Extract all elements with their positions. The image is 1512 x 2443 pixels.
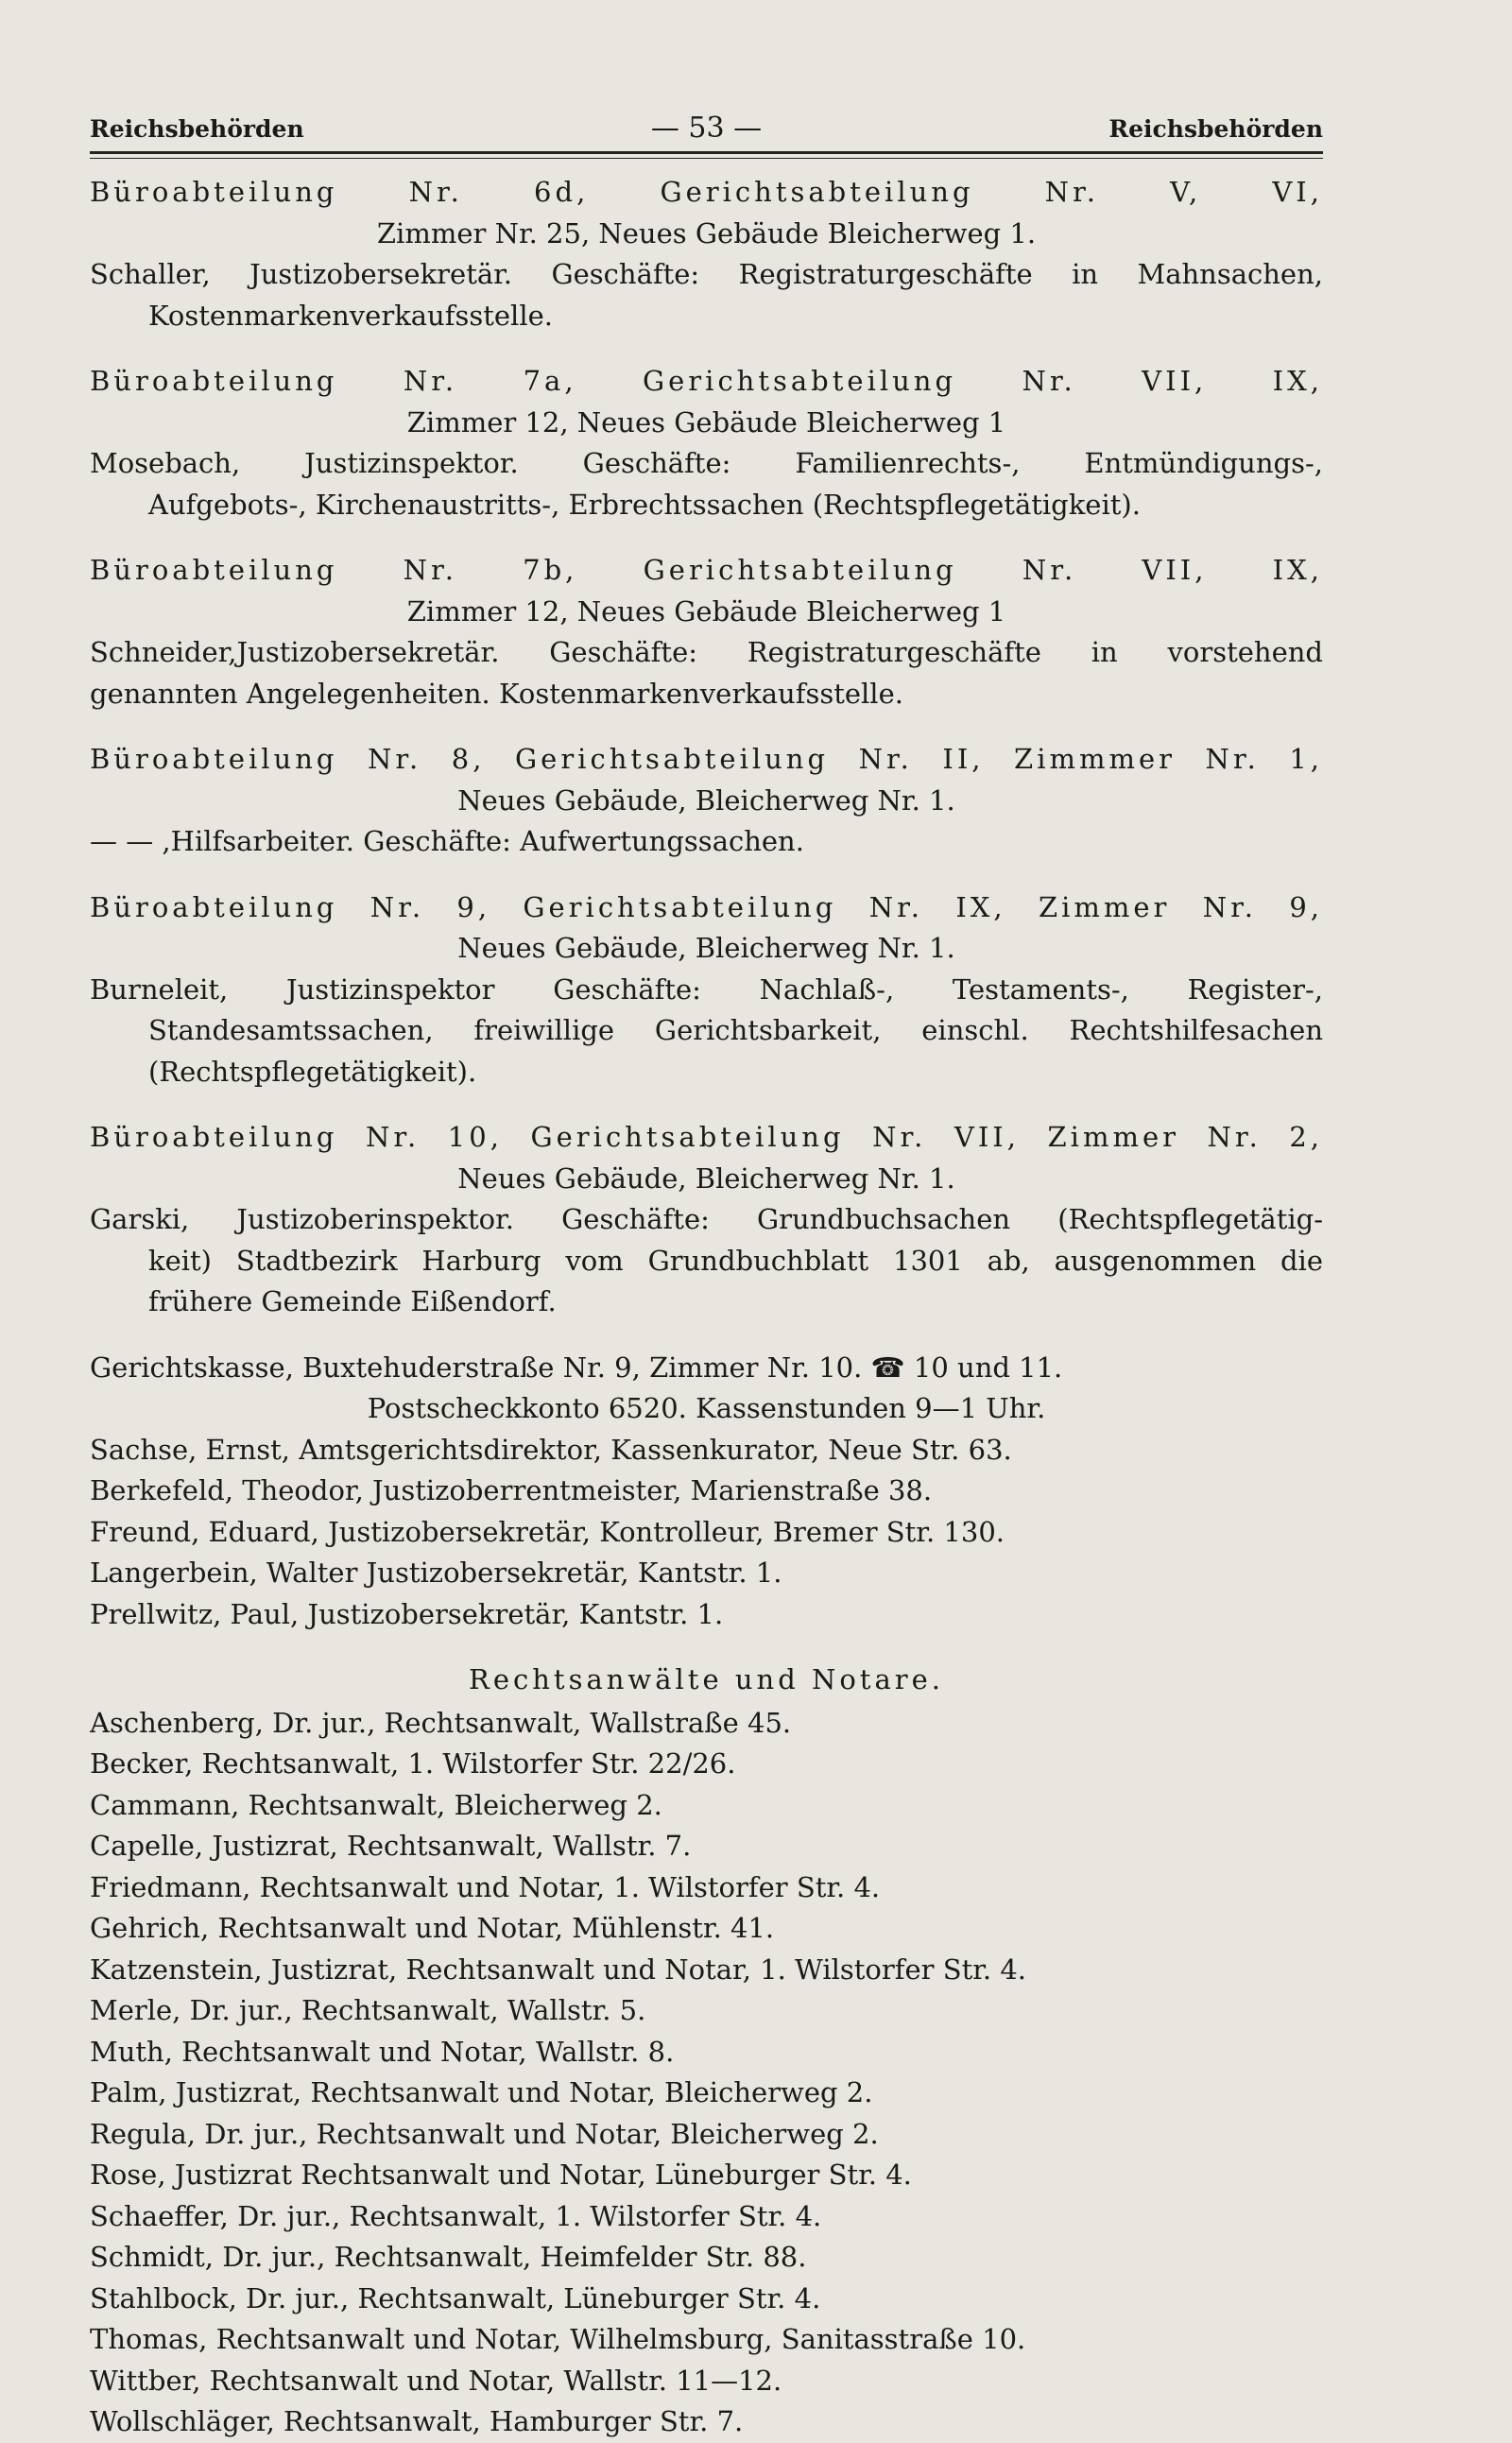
section-text: Kostenmarkenverkaufsstelle. [148, 299, 553, 332]
staff-entry: Langerbein, Walter Justizobersekretär, Kantstr. 1. [90, 1557, 782, 1589]
section-text: Mosebach, Justizinspektor. Geschäfte: Familienrechts-, Entmündigungs-, [90, 447, 1323, 479]
department-section [90, 1117, 1323, 1323]
list-item: Aschenberg, Dr. jur., Rechtsanwalt, Wallstraße 45. [90, 1706, 792, 1739]
list-item: Katzenstein, Justizrat, Rechtsanwalt und Notar, 1. Wilstorfer Str. 4. [90, 1953, 1027, 1986]
section-heading: Büroabteilung Nr. 10, Gerichtsabteilung Nr. VII, Zimmer Nr. 2, [90, 1121, 1323, 1153]
list-item: Capelle, Justizrat, Rechtsanwalt, Wallstr. 7. [90, 1830, 692, 1862]
list-item: Cammann, Rechtsanwalt, Bleicherweg 2. [90, 1788, 662, 1821]
section-heading: Büroabteilung Nr. 6d, Gerichtsabteilung Nr. V, VI, [90, 176, 1323, 208]
list-item: Wittber, Rechtsanwalt und Notar, Wallstr. 11—12. [90, 2364, 782, 2397]
department-section [90, 172, 1323, 336]
section-heading: Büroabteilung Nr. 7a, Gerichtsabteilung Nr. VII, IX, [90, 365, 1323, 397]
staff-entry: Berkefeld, Theodor, Justizoberrentmeister, Marienstraße 38. [90, 1474, 933, 1506]
list-item: Schaeffer, Dr. jur., Rechtsanwalt, 1. Wilstorfer Str. 4. [90, 2199, 822, 2232]
list-item: Muth, Rechtsanwalt und Notar, Wallstr. 8. [90, 2035, 675, 2068]
section-heading: Büroabteilung Nr. 8, Gerichtsabteilung Nr. II, Zimmmer Nr. 1, [90, 743, 1323, 775]
section-location: Zimmer 12, Neues Gebäude Bleicherweg 1 [406, 405, 1006, 439]
list-item: Wollschläger, Rechtsanwalt, Hamburger Str. 7. [90, 2405, 744, 2437]
section-location: Neues Gebäude, Bleicherweg Nr. 1. [457, 783, 955, 817]
staff-entry: Sachse, Ernst, Amtsgerichtsdirektor, Kassenkurator, Neue Str. 63. [90, 1433, 1012, 1466]
section-location: Neues Gebäude, Bleicherweg Nr. 1. [457, 1161, 955, 1195]
list-item: Friedmann, Rechtsanwalt und Notar, 1. Wilstorfer Str. 4. [90, 1870, 881, 1903]
section-text: (Rechtspflegetätigkeit). [148, 1055, 477, 1088]
section-heading: Gerichtskasse, Buxtehuderstraße Nr. 9, Zimmer Nr. 10. ☎ 10 und 11. [90, 1351, 1063, 1384]
department-section [90, 887, 1323, 1093]
section-text: genannten Angelegenheiten. Kostenmarkenverkaufsstelle. [90, 677, 903, 710]
page-number: — 53 — [650, 112, 763, 145]
running-head-right: Reichsbehörden [1108, 115, 1323, 143]
section-location: Neues Gebäude, Bleicherweg Nr. 1. [457, 932, 955, 964]
section-text: Standesamtssachen, freiwillige Gerichtsbarkeit, einschl. Rechtshilfesachen [148, 1014, 1323, 1046]
section-location: Zimmer Nr. 25, Neues Gebäude Bleicherweg 1. [376, 216, 1037, 249]
section-heading: Büroabteilung Nr. 9, Gerichtsabteilung Nr. IX, Zimmer Nr. 9, [90, 890, 1323, 923]
section-text: keit) Stadtbezirk Harburg vom Grundbuchblatt 1301 ab, ausgenommen die [148, 1244, 1323, 1277]
lawyers-title: Rechtsanwälte und Notare. [469, 1663, 944, 1695]
running-head-left: Reichsbehörden [90, 115, 304, 143]
list-item: Merle, Dr. jur., Rechtsanwalt, Wallstr. 5. [90, 1994, 646, 2026]
list-item: Rose, Justizrat Rechtsanwalt und Notar, Lüneburger Str. 4. [90, 2159, 912, 2191]
list-item: Thomas, Rechtsanwalt und Notar, Wilhelmsburg, Sanitasstraße 10. [90, 2323, 1026, 2355]
section-text: frühere Gemeinde Eißendorf. [148, 1285, 557, 1317]
department-section [90, 550, 1323, 714]
list-item: Becker, Rechtsanwalt, 1. Wilstorfer Str. 22/26. [90, 1747, 736, 1780]
list-item: Gehrich, Rechtsanwalt und Notar, Mühlenstr. 41. [90, 1912, 775, 1944]
section-text: Aufgebots-, Kirchenaustritts-, Erbrechtssachen (Rechtspflegetätigkeit). [148, 488, 1141, 521]
department-section [90, 739, 1323, 863]
section-text: Burneleit, Justizinspektor Geschäfte: Nachlaß-, Testaments-, Register-, [90, 972, 1323, 1006]
header-rule [90, 151, 1323, 159]
section-text: Garski, Justizoberinspektor. Geschäfte: Grundbuchsachen (Rechtspflegetätig- [90, 1203, 1323, 1235]
court-cashier-section [90, 1348, 1323, 1636]
staff-entry: Freund, Eduard, Justizobersekretär, Kontrolleur, Bremer Str. 130. [90, 1515, 1005, 1548]
court-departments [90, 172, 1323, 1635]
section-text: Schneider,Justizobersekretär. Geschäfte: Registraturgeschäfte in vorstehend [90, 636, 1323, 668]
list-item: Palm, Justizrat, Rechtsanwalt und Notar, Bleicherweg 2. [90, 2076, 873, 2108]
section-heading: Büroabteilung Nr. 7b, Gerichtsabteilung Nr. VII, IX, [90, 554, 1323, 586]
lawyers-list [90, 1703, 1323, 2443]
document-page [90, 104, 1323, 2443]
list-item: Regula, Dr. jur., Rechtsanwalt und Notar, Bleicherweg 2. [90, 2117, 879, 2150]
staff-entry: Prellwitz, Paul, Justizobersekretär, Kantstr. 1. [90, 1597, 724, 1630]
section-location: Zimmer 12, Neues Gebäude Bleicherweg 1 [406, 594, 1006, 628]
section-text: Schaller, Justizobersekretär. Geschäfte: Registraturgeschäfte in Mahnsachen, [90, 258, 1323, 290]
page-header [90, 104, 1323, 151]
department-section [90, 361, 1323, 525]
list-item: Stahlbock, Dr. jur., Rechtsanwalt, Lüneburger Str. 4. [90, 2281, 821, 2314]
list-item: Schmidt, Dr. jur., Rechtsanwalt, Heimfelder Str. 88. [90, 2241, 807, 2273]
section-location: Postscheckkonto 6520. Kassenstunden 9—1 Uhr. [367, 1392, 1046, 1424]
lawyers-section [90, 1660, 1323, 2443]
section-text: — — ,Hilfsarbeiter. Geschäfte: Aufwertungssachen. [90, 825, 804, 857]
